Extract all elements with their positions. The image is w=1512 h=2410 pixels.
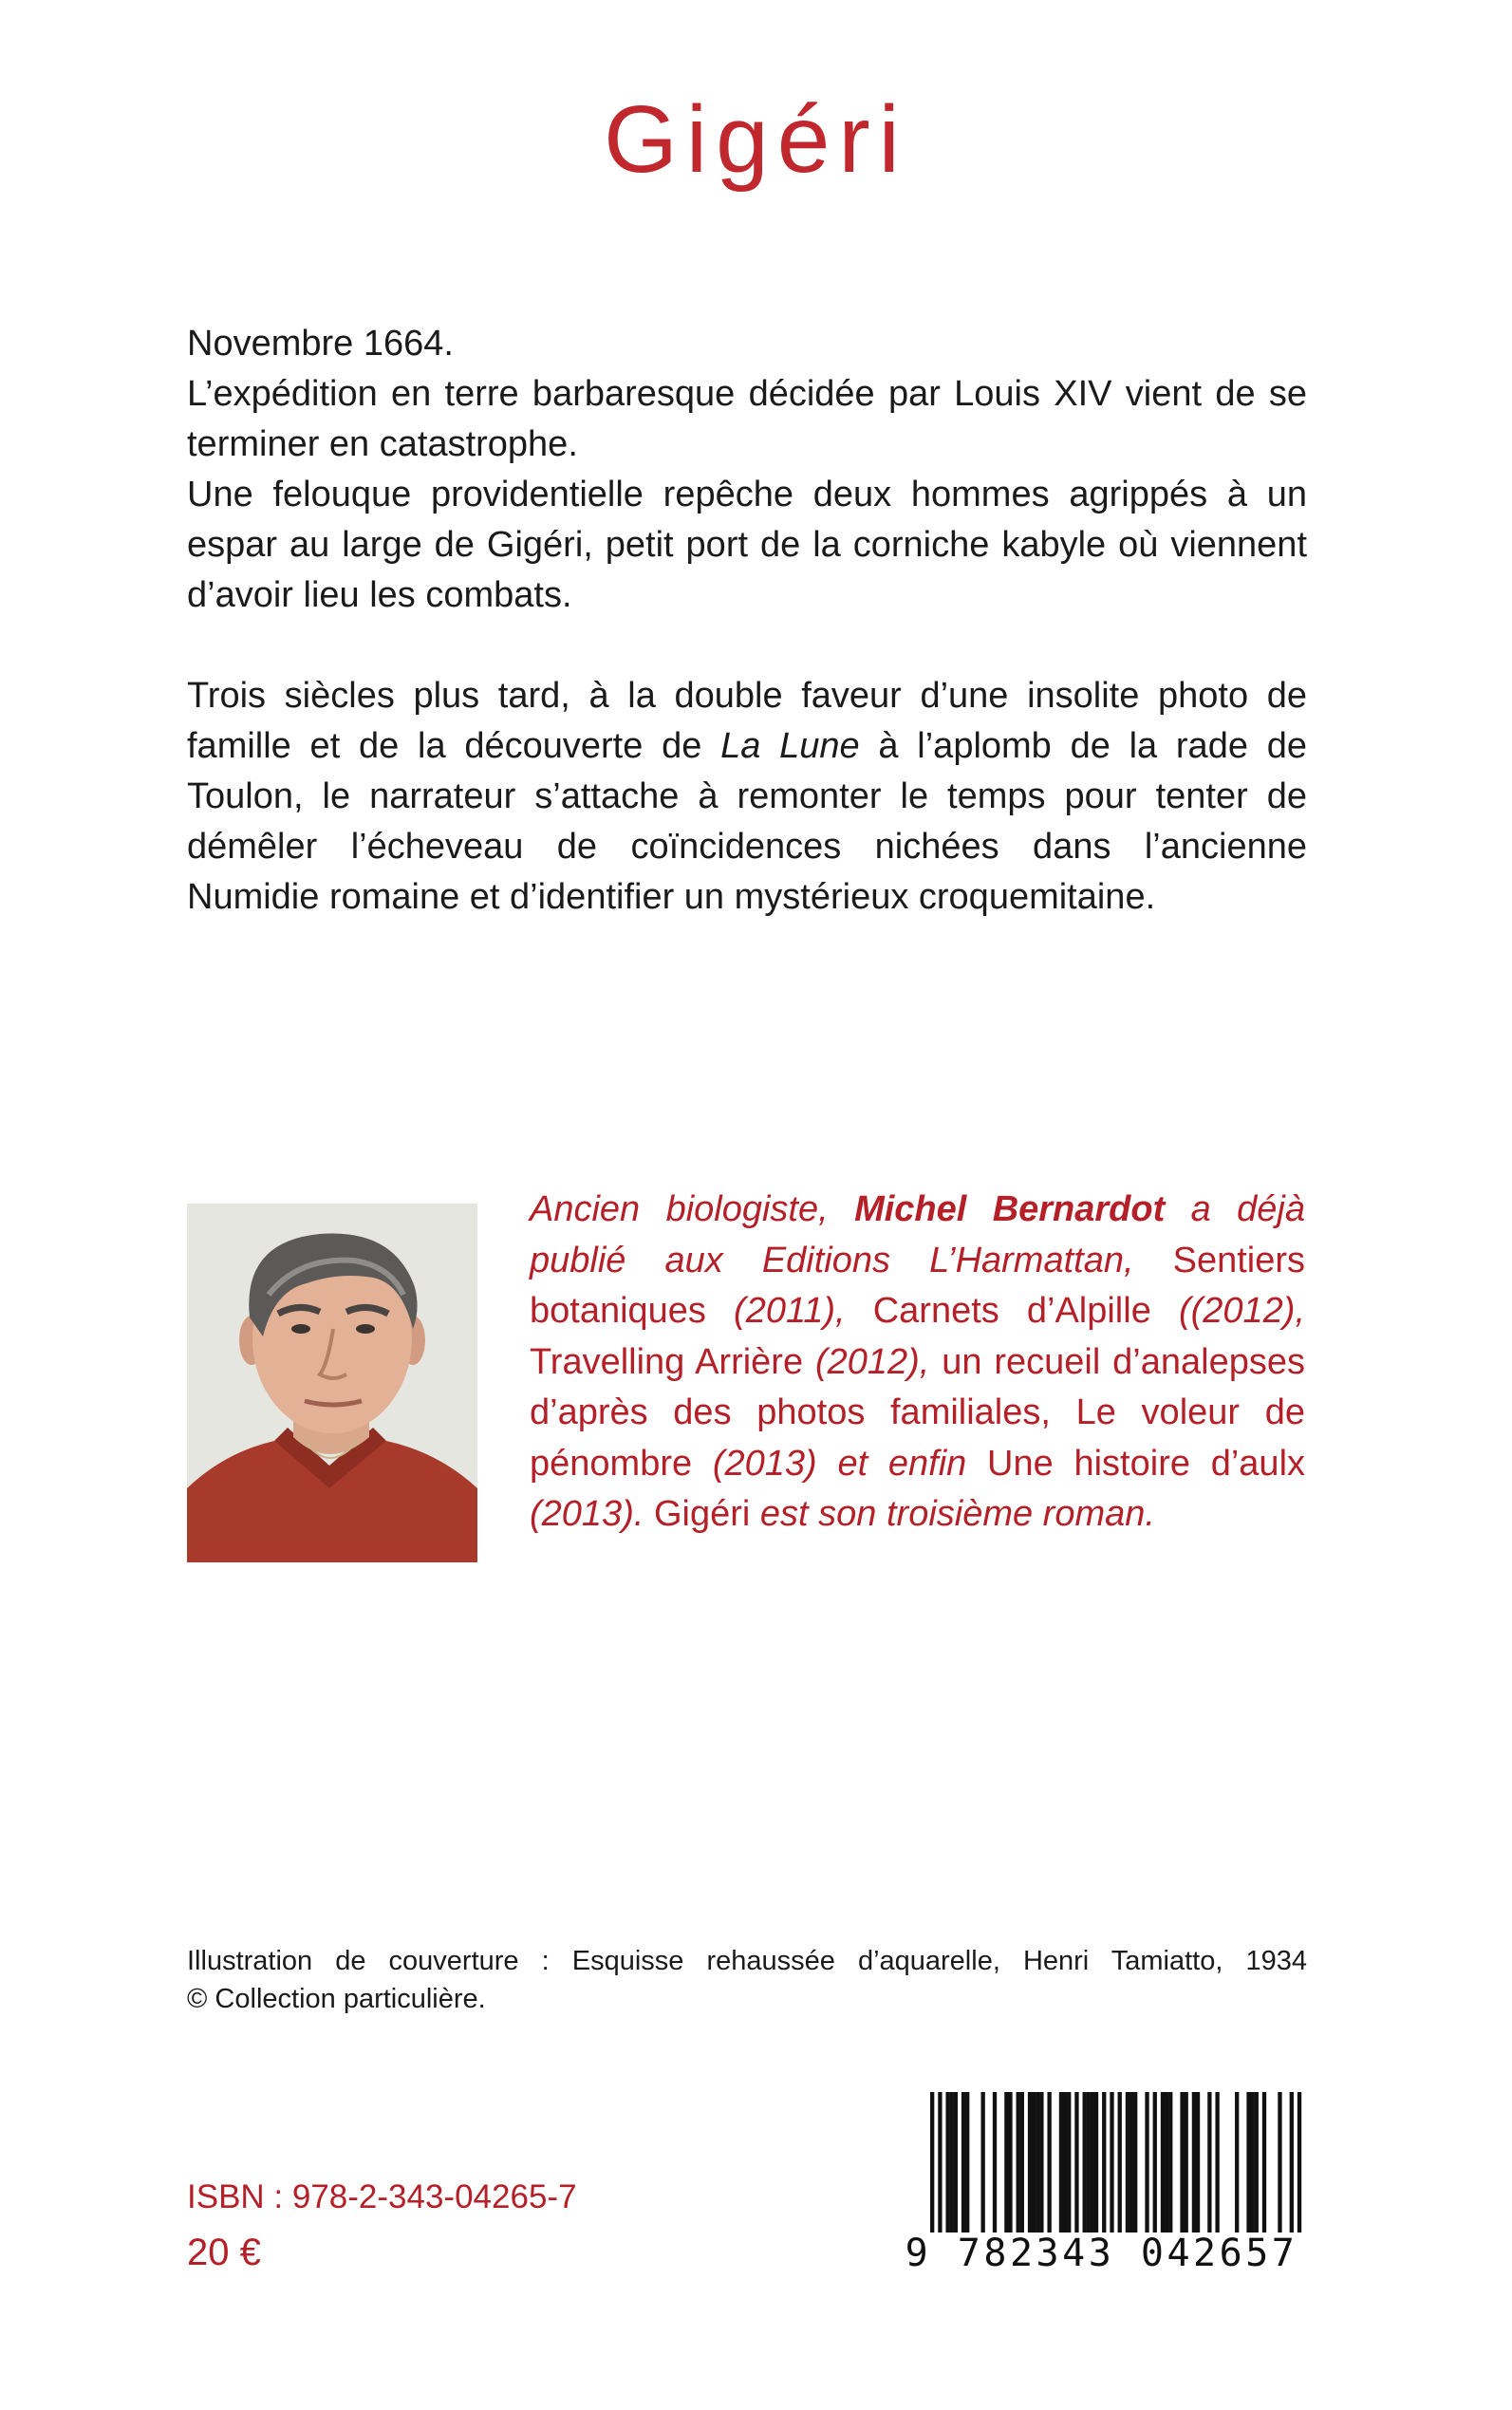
barcode-bar bbox=[1246, 2092, 1250, 2234]
barcode-bar bbox=[1008, 2092, 1012, 2234]
barcode-bar bbox=[1215, 2092, 1219, 2234]
barcode-bar bbox=[1192, 2092, 1196, 2234]
barcode-bar bbox=[1017, 2092, 1020, 2234]
barcode-bar bbox=[1278, 2092, 1281, 2234]
barcode-bar bbox=[1145, 2092, 1148, 2234]
bio-book-title: Le voleur de pénombre bbox=[530, 1392, 1305, 1484]
barcode-bar bbox=[1126, 2092, 1129, 2234]
bio-year: ((2012), bbox=[1150, 1291, 1305, 1331]
bio-year: (2011), bbox=[705, 1291, 873, 1331]
barcode-bar bbox=[1004, 2092, 1008, 2234]
back-cover-blurb bbox=[187, 319, 1307, 923]
barcode-bar bbox=[945, 2092, 949, 2234]
barcode-bar bbox=[965, 2092, 969, 2234]
barcode-bar bbox=[1032, 2092, 1036, 2234]
bio-text: Ancien biologiste, bbox=[530, 1189, 855, 1229]
barcode-bar bbox=[954, 2092, 958, 2234]
barcode-bar bbox=[1059, 2092, 1063, 2234]
bio-author-name: Michel Bernardot bbox=[854, 1189, 1166, 1229]
barcode-bar bbox=[1039, 2092, 1043, 2234]
blurb-paragraph-3 bbox=[187, 671, 1307, 923]
barcode-bar bbox=[1133, 2092, 1137, 2234]
collection-credit: © Collection particulière. bbox=[187, 1984, 486, 2014]
blurb-date: Novembre 1664. bbox=[187, 324, 454, 364]
barcode-bar bbox=[1102, 2092, 1106, 2234]
author-bio bbox=[530, 1185, 1305, 1541]
barcode-bar bbox=[1165, 2092, 1168, 2234]
barcode-bar bbox=[1028, 2092, 1032, 2234]
bio-year: (2012), bbox=[803, 1341, 943, 1382]
bio-text: a déjà publié aux Editions L’Harmattan, bbox=[530, 1189, 1305, 1280]
barcode-bar bbox=[1094, 2092, 1098, 2234]
barcode-bar bbox=[1129, 2092, 1133, 2234]
barcode-bar bbox=[1036, 2092, 1039, 2234]
blurb-paragraph-1: L’expédition en terre barbaresque décidée par Louis XIV vient de se terminer en catastrophe. bbox=[187, 374, 1307, 464]
author-portrait-icon bbox=[187, 1204, 477, 1562]
bio-book-title: Carnets d’Alpille bbox=[872, 1291, 1151, 1331]
bio-book-title: Travelling Arrière bbox=[530, 1341, 804, 1382]
bio-year: (2013). bbox=[530, 1494, 654, 1534]
barcode-bar bbox=[993, 2092, 997, 2234]
barcode-bar bbox=[1047, 2092, 1051, 2234]
author-photo bbox=[187, 1204, 477, 1562]
bio-book-title: Gigéri bbox=[653, 1494, 751, 1534]
barcode-bar bbox=[1235, 2092, 1239, 2234]
barcode-digits: 9 782343 042657 bbox=[896, 2233, 1307, 2274]
barcode-bar bbox=[1091, 2092, 1094, 2234]
barcode-bar bbox=[950, 2092, 954, 2234]
bio-book-description: un recueil d’analepses d’après des photos familiales, bbox=[530, 1341, 1305, 1432]
blurb-text: Trois siècles plus tard, à la double faveur d’une insolite photo de famille et de la découverte de bbox=[187, 676, 1307, 766]
barcode-bar bbox=[961, 2092, 965, 2234]
barcode-bar bbox=[1180, 2092, 1184, 2234]
barcode-bar bbox=[1074, 2092, 1078, 2234]
book-title: Gigéri bbox=[604, 86, 908, 193]
barcode-bar bbox=[1168, 2092, 1172, 2234]
barcode-bar bbox=[1196, 2092, 1200, 2234]
barcode-bar bbox=[1087, 2092, 1091, 2234]
blurb-text: à l’aplomb de la rade de Toulon, le narrateur s’attache à remonter le temps pour tenter de démêler l’écheveau de coïncidences nichées dans l’ancienne Numidie romaine et d’identifier un mystérieux croquemitaine. bbox=[187, 726, 1307, 917]
barcode-bar bbox=[1255, 2092, 1259, 2234]
barcode-bar bbox=[1161, 2092, 1165, 2234]
barcode-bar bbox=[981, 2092, 985, 2234]
barcode-bar bbox=[1063, 2092, 1067, 2234]
barcode-bar bbox=[1067, 2092, 1071, 2234]
price: 20 € bbox=[187, 2232, 261, 2273]
bio-year: (2013) et enfin bbox=[692, 1443, 988, 1484]
barcode-bar bbox=[1185, 2092, 1188, 2234]
isbn-number: ISBN : 978-2-343-04265-7 bbox=[187, 2178, 577, 2215]
barcode-bar bbox=[1020, 2092, 1024, 2234]
barcode-bar bbox=[1250, 2092, 1254, 2234]
cover-credits bbox=[187, 1942, 1307, 2018]
barcode-bar bbox=[1153, 2092, 1157, 2234]
barcode-bar bbox=[1207, 2092, 1211, 2234]
illustration-credit: Illustration de couverture : Esquisse rehaussée d’aquarelle, Henri Tamiatto, 1934 bbox=[187, 1946, 1307, 1976]
bio-book-title: Une histoire d’aulx bbox=[987, 1443, 1306, 1484]
bio-book-title: Sentiers botaniques bbox=[530, 1240, 1305, 1331]
barcode-bar bbox=[1083, 2092, 1087, 2234]
blurb-paragraph-2: Une felouque providentielle repêche deux hommes agrippés à un espar au large de Gigéri, petit port de la corniche kabyle où viennent d’avoir lieu les combats. bbox=[187, 475, 1307, 615]
bio-text: est son troisième roman. bbox=[750, 1494, 1155, 1534]
barcode-bar bbox=[1262, 2092, 1266, 2234]
blurb-ship-name: La Lune bbox=[720, 726, 860, 766]
